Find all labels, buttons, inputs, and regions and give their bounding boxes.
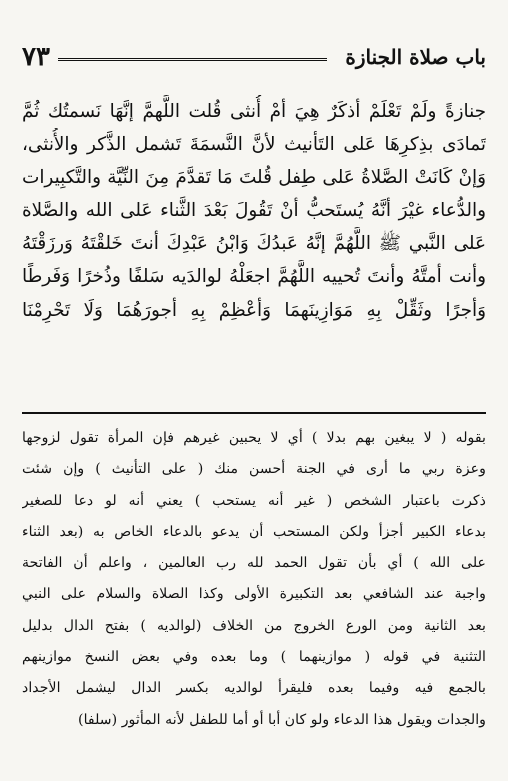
chapter-title: باب صلاة الجنازة xyxy=(345,45,486,69)
footnote-line: ذكرت باعتبار الشخص ( غير أنه يستحب ) يعني أنه لو دعا للصغير xyxy=(22,492,486,509)
page-number: ٧٣ xyxy=(22,42,50,72)
footnote-line: التثنية في قوله ( موازينهما ) وما بعده وفي بعض النسخ موازينهم xyxy=(22,649,486,666)
main-line: وَإنْ كَانَتْ الصَّلاةُ عَلى طِفل قُلتَ مَا تَقدَّمَ مِنَ النِّيَّة والتَّكبِيرات xyxy=(22,167,486,189)
footnote-line: وعزة ربي ما أرى في الجنة أحسن منك ( على التأنيث ) وإن شئت xyxy=(22,461,486,478)
header-rule xyxy=(58,58,327,61)
footnote-divider xyxy=(22,412,486,414)
main-line: وَأجرًا وثَقِّلْ بِهِ مَوَازِينَهمَا وَأعْظِمْ بِهِ أجورَهُمَا وَلَا تَحْرِمْنَا xyxy=(22,299,486,321)
footnote-line: بعد الثانية ومن الورع الخروج من الخلاف (لوالديه ) بفتح الدال بدليل xyxy=(22,617,486,634)
footnote-line: واجبة عند الشافعي بعد التكبيرة الأولى وكذا الصلاة والسلام على النبي xyxy=(22,586,486,603)
main-line: والدُّعاء غيْرَ أنَّهُ يُستَحبُّ أنْ تَقُولَ بَعْدَ الثَّناء عَلى الله والصَّلاة xyxy=(22,200,486,222)
footnote-line: بدعاء الكبير أجزأ ولكن المستحب أن يدعو بالدعاء الخاص به (بعد الثناء xyxy=(22,523,486,540)
footnote-line: والجدات ويقول هذا الدعاء ولو كان أبا أو أما للطفل لأنه المأثور (سلفا) xyxy=(78,711,486,728)
main-line: عَلى النَّبي ﷺ اللَّهُمَّ إنَّهُ عَبدُكَ وَابْنُ عَبْدِكَ أنتَ خَلقْتَهُ وَرزَقْتَهُ xyxy=(22,233,486,255)
main-line: تَمادَى بذِكرِهَا عَلى التَأنيث لأنَّ النَّسمَةَ تَشمل الذَّكر والأُنثى، xyxy=(22,134,486,156)
footnote-line: على الله ) أي بأن تقول الحمد لله رب العالمين ، واعلم أن الفاتحة xyxy=(22,555,486,572)
main-line: وأنت أمتَّهُ وأنتَ تُحييه اللَّهُمَّ اجعَلْهُ لوالدَيه سَلفًا وذُخرًا وَفَرطًا xyxy=(22,266,486,288)
footnote-line: بالجمع فيه وفيما بعده فليقرأ لوالديه بكسر الدال ليشمل الأجداد xyxy=(22,680,486,697)
main-line: جنازةً ولَمْ تَعْلَمْ أذكَرٌ هِيَ أمْ أُنثى قُلت اللَّهمَّ إنَّهَا نَسمتُك ثُمَّ xyxy=(22,101,486,122)
page-header xyxy=(22,40,486,74)
footnotes xyxy=(22,423,486,736)
main-text xyxy=(22,95,486,327)
footnote-line: بقوله ( لا يبغين بهم بدلا ) أي لا يحبين غيرهم فإن المرأة تقول لزوجها xyxy=(22,430,486,446)
